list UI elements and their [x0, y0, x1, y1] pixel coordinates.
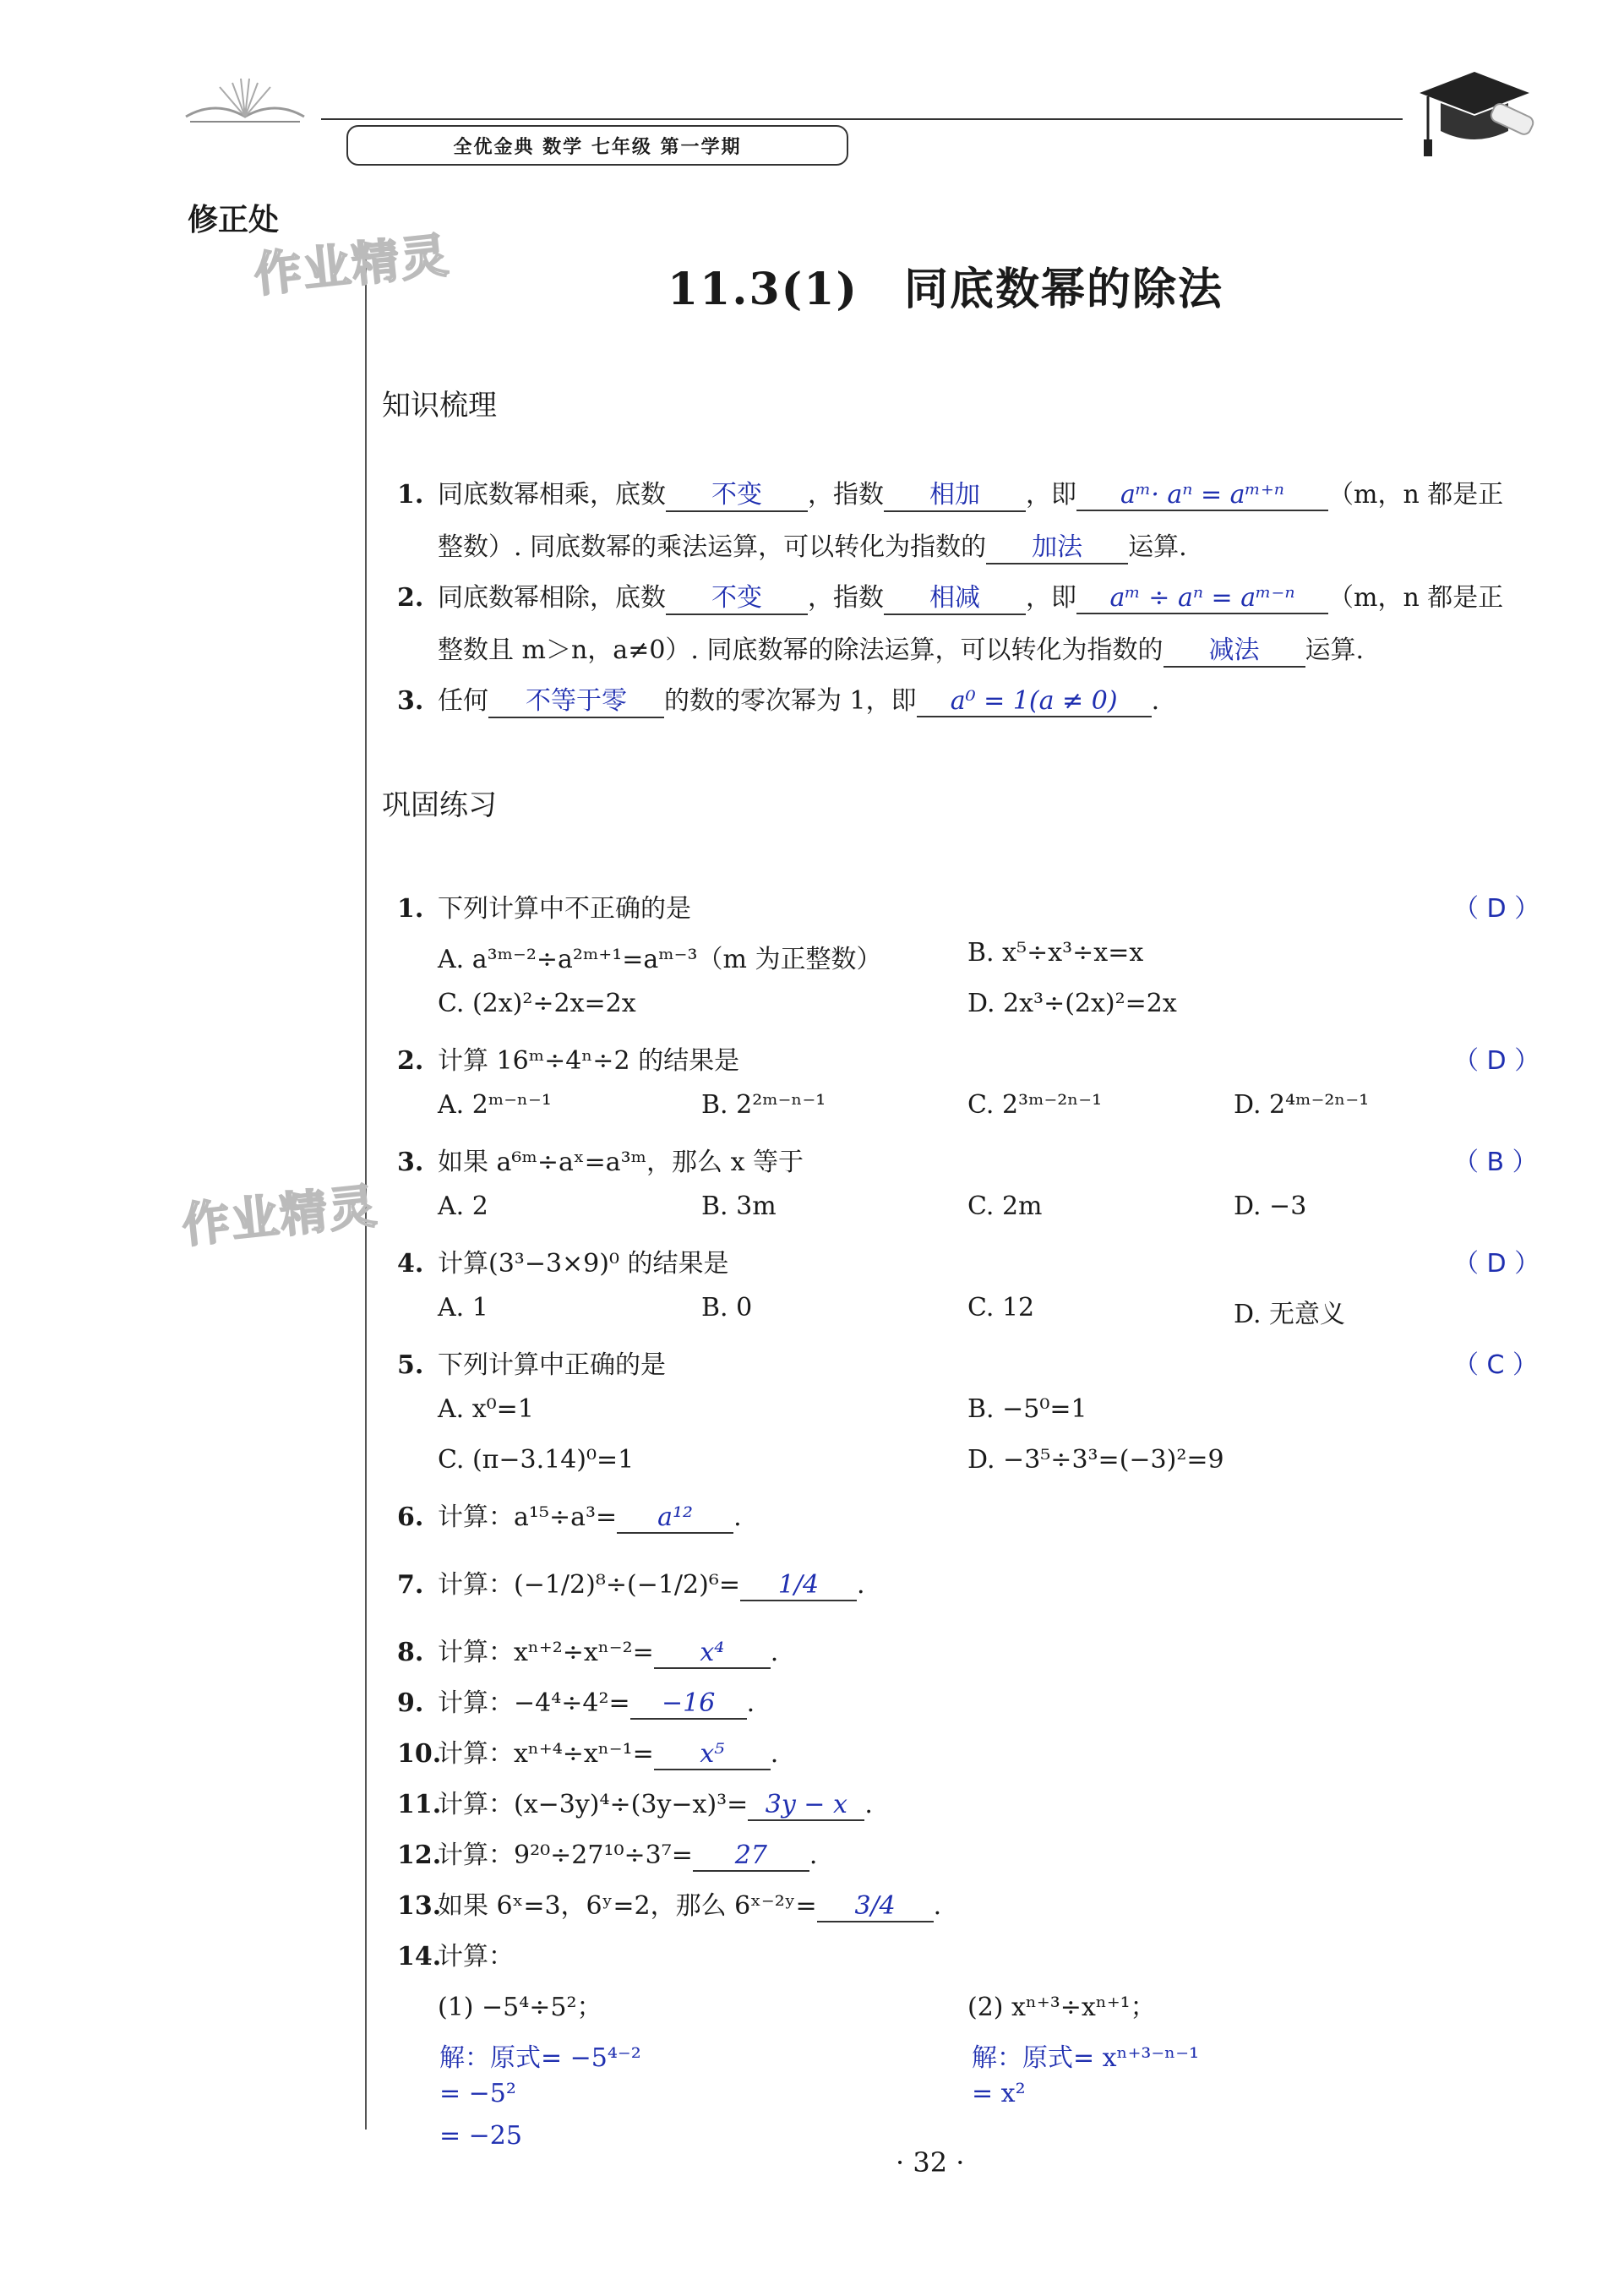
mc-option: D. 2⁴ᵐ⁻²ⁿ⁻¹	[1234, 1090, 1370, 1120]
solution-line: = −5²	[439, 2079, 516, 2108]
mc-option: D. 2x³÷(2x)²=2x	[967, 989, 1177, 1018]
mc-option: A. x⁰=1	[438, 1394, 534, 1424]
header-rule	[321, 118, 1403, 120]
mc-option: C. 12	[967, 1293, 1035, 1322]
fill-question-11: 11.计算：(x−3y)⁴÷(3y−x)³= 3y − x .	[397, 1790, 873, 1819]
fill-question-10: 10.计算：xⁿ⁺⁴÷xⁿ⁻¹= x⁵ .	[397, 1739, 779, 1769]
mc-option: C. (π−3.14)⁰=1	[438, 1445, 635, 1475]
mc-answer-5: （ C ）	[1453, 1350, 1539, 1380]
calc-question-14: 14.计算：	[397, 1942, 514, 1971]
calc-part-2: (2) xⁿ⁺³÷xⁿ⁺¹；	[967, 1993, 1156, 2022]
mc-option: A. 2ᵐ⁻ⁿ⁻¹	[438, 1090, 552, 1120]
open-book-icon	[182, 74, 308, 125]
mc-question-5: 5. 下列计算中正确的是	[397, 1350, 666, 1380]
mc-option: B. 0	[701, 1293, 753, 1322]
mc-question-1: 1. 下列计算中不正确的是	[397, 894, 691, 924]
mc-option: B. −5⁰=1	[967, 1394, 1087, 1424]
mc-question-3: 3. 如果 a⁶ᵐ÷aˣ=a³ᵐ，那么 x 等于	[397, 1148, 804, 1177]
fill-question-8: 8. 计算：xⁿ⁺²÷xⁿ⁻²= x⁴ .	[397, 1638, 779, 1667]
mc-option: B. 2²ᵐ⁻ⁿ⁻¹	[701, 1090, 826, 1120]
mc-option: A. a³ᵐ⁻²÷a²ᵐ⁺¹=aᵐ⁻³（m 为正整数）	[438, 945, 882, 974]
lesson-title: 11.3(1) 同底数幂的除法	[668, 264, 1224, 315]
fill-question-9: 9. 计算：−4⁴÷4²= −16 .	[397, 1688, 755, 1718]
watermark: 作业精灵	[179, 1179, 381, 1254]
mc-option: C. 2³ᵐ⁻²ⁿ⁻¹	[967, 1090, 1103, 1120]
fill-question-13: 13.如果 6ˣ=3，6ʸ=2，那么 6ˣ⁻²ʸ= 3/4 .	[397, 1891, 942, 1921]
knowledge-item-1-cont: 整数）. 同底数幂的乘法运算，可以转化为指数的 加法 运算.	[397, 526, 1187, 564]
book-title: 全优金典 数学 七年级 第一学期	[346, 125, 848, 166]
mc-option: D. −3	[1234, 1192, 1307, 1221]
mc-question-2: 2. 计算 16ᵐ÷4ⁿ÷2 的结果是	[397, 1046, 740, 1076]
mc-option: B. x⁵÷x³÷x=x	[967, 938, 1144, 968]
graduation-cap-icon	[1411, 59, 1538, 169]
mc-option: C. 2m	[967, 1192, 1043, 1221]
solution-line: = x²	[972, 2079, 1026, 2108]
knowledge-item-2-cont: 整数且 m＞n，a≠0）. 同底数幂的除法运算，可以转化为指数的 减法 运算.	[397, 629, 1364, 668]
mc-question-4: 4. 计算(3³−3×9)⁰ 的结果是	[397, 1249, 729, 1279]
knowledge-item-2: 2. 同底数幂相除，底数 不变 ，指数 相减 ，即 aᵐ ÷ aⁿ = aᵐ⁻ⁿ （m，n 都是正	[397, 576, 1503, 615]
calc-part-1: (1) −5⁴÷5²；	[438, 1993, 602, 2022]
section-heading-knowledge: 知识梳理	[382, 389, 497, 423]
mc-answer-2: （ D ）	[1453, 1046, 1540, 1076]
mc-answer-4: （ D ）	[1453, 1249, 1540, 1279]
fill-question-7: 7. 计算：(−1/2)⁸÷(−1/2)⁶= 1/4 .	[397, 1570, 865, 1600]
knowledge-item-3: 3. 任何 不等于零 的数的零次幂为 1，即 a⁰ = 1(a ≠ 0) .	[397, 679, 1159, 718]
mc-option: A. 1	[438, 1293, 488, 1322]
mc-answer-3: （ B ）	[1453, 1148, 1538, 1177]
solution-line: = −25	[439, 2121, 522, 2151]
page-number: · 32 ·	[896, 2146, 965, 2179]
solution-line: 解：原式= xⁿ⁺³⁻ⁿ⁻¹	[972, 2043, 1200, 2073]
mc-answer-1: （ D ）	[1453, 894, 1540, 924]
mc-option: C. (2x)²÷2x=2x	[438, 989, 636, 1018]
mc-option: D. 无意义	[1234, 1300, 1346, 1329]
correction-margin-label: 修正处	[188, 203, 280, 237]
mc-option: D. −3⁵÷3³=(−3)²=9	[967, 1445, 1224, 1475]
solution-line: 解：原式= −5⁴⁻²	[439, 2043, 641, 2073]
fill-question-6: 6. 计算：a¹⁵÷a³= a¹² .	[397, 1502, 742, 1532]
watermark: 作业精灵	[251, 228, 453, 303]
mc-option: B. 3m	[701, 1192, 777, 1221]
knowledge-item-1: 1. 同底数幂相乘，底数 不变 ，指数 相加 ，即 aᵐ· aⁿ = aᵐ⁺ⁿ （m，n 都是正	[397, 473, 1503, 512]
fill-question-12: 12.计算：9²⁰÷27¹⁰÷3⁷= 27 .	[397, 1841, 818, 1870]
section-heading-practice: 巩固练习	[382, 788, 497, 822]
mc-option: A. 2	[438, 1192, 488, 1221]
